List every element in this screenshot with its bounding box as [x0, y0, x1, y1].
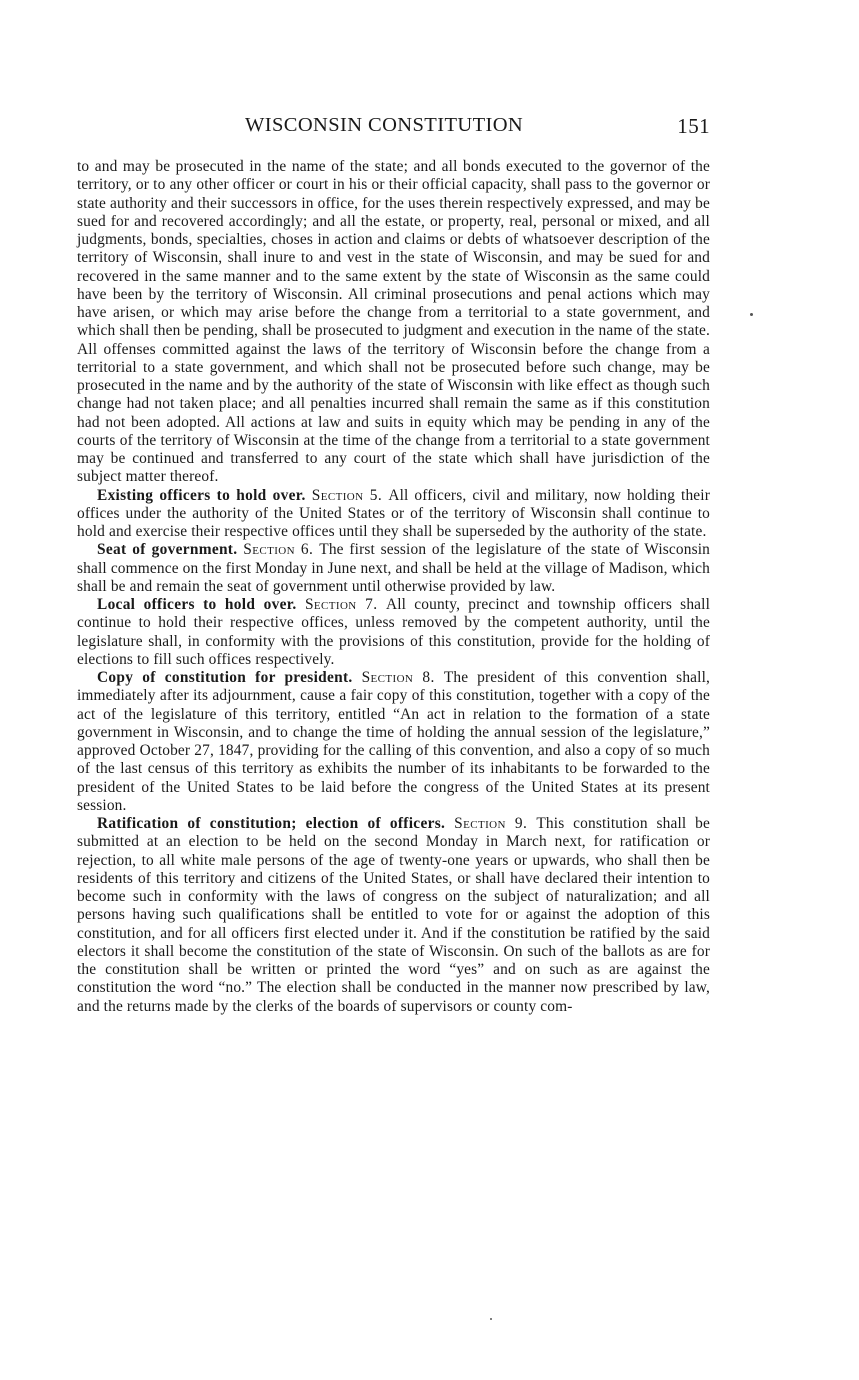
scan-speck	[750, 313, 753, 316]
paragraph-continuation	[77, 158, 710, 487]
paragraph-text: All officers, civil and military, now holding their offices under the authority of the United States or of the territory of Wisconsin shall continue to hold and exercise their respective offices until they shall be superseded by the authority of the state.	[77, 486, 710, 540]
section-8-paragraph	[77, 669, 710, 815]
section-number: Section 5.	[311, 486, 389, 504]
body-text	[77, 158, 710, 1016]
page-number: 151	[677, 114, 710, 138]
section-9-paragraph	[77, 815, 710, 1016]
section-number: Section 9.	[454, 815, 537, 832]
section-number: Section 6.	[243, 541, 320, 559]
section-heading: Local officers to hold over.	[97, 596, 305, 613]
paragraph-text: The president of this convention shall, immediately after its adjournment, cause a fair copy of this constitution, together with a copy of the act of the legislature of this territory, entitled “An act in relation to the formation of a state government in Wisconsin, and to change the time of holding the annual session of the legislature,” approved October 27, 1847, providing for the calling of this convention, and also a copy of so much of the last census of this territory as exhibits the number of its inhabitants to be forwarded to the president of the United States to be laid before the congress of the United States at its present session.	[77, 669, 710, 814]
section-7-paragraph	[77, 596, 710, 669]
running-head	[77, 110, 710, 144]
section-number: Section 7.	[304, 596, 386, 613]
section-number: Section 8.	[361, 669, 444, 686]
paragraph-text: This constitution shall be submitted at an election to be held on the second Monday in March next, for ratification or rejection, to all white male persons of the age of twenty-one years or upwards, who shall then be residents of this territory and citizens of the United States, or shall have declared their intention to become such in conformity with the laws of congress on the subject of naturalization; and all persons having such qualifications shall be entitled to vote for or against the adoption of this constitution, and for all officers first elected under it. And if the constitution be ratified by the said electors it shall become the constitution of the state of Wisconsin. On such of the ballots as are for the constitution shall be written or printed the word “yes” and on such as are against the constitution the word “no.” The election shall be conducted in the manner now prescribed by law, and the returns made by the clerks of the boards of supervisors or county com-	[77, 815, 710, 1015]
paragraph-text: The first session of the legislature of the state of Wisconsin shall commence on the first Monday in June next, and shall be held at the village of Madison, which shall be and remain the seat of government until otherwise provided by law.	[77, 541, 710, 595]
running-title: WISCONSIN CONSTITUTION	[245, 114, 524, 136]
section-6-paragraph	[77, 541, 710, 596]
scan-speck	[490, 1318, 492, 1320]
section-5-paragraph	[77, 487, 710, 542]
section-heading: Ratification of constitution; election of officers.	[97, 815, 455, 832]
paragraph-text: to and may be prosecuted in the name of the state; and all bonds executed to the governor of the territory, or to any other officer or court in his or their official capacity, shall pass to the governor or state authority and their successors in office, for the uses therein respectively expressed, and may be sued for and recovered accordingly; and all the estate, or property, real, personal or mixed, and all judgments, bonds, specialties, choses in action and claims or debts of whatsoever description of the territory of Wisconsin, shall inure to and vest in the state of Wisconsin, and may be sued for and recovered in the same manner and to the same extent by the state of Wisconsin as the same could have been by the territory of Wisconsin. All criminal prosecutions and penal actions which may have arisen, or which may arise before the change from a territorial to a state government, and which shall then be pending, shall be prosecuted to judgment and execution in the name of the state. All offenses committed against the laws of the territory of Wisconsin before the change from a territorial to a state government, and which shall not be prosecuted before such change, may be prosecuted in the name and by the authority of the state of Wisconsin with like effect as though such change had not taken place; and all penalties incurred shall remain the same as if this constitution had not been adopted. All actions at law and suits in equity which may be pending in any of the courts of the territory of Wisconsin at the time of the change from a territorial to a state government may be continued and transferred to any court of the state which shall have jurisdiction of the subject matter thereof.	[77, 158, 710, 486]
section-heading: Seat of government.	[97, 541, 244, 559]
section-heading: Copy of constitution for president.	[97, 669, 362, 686]
book-page	[77, 110, 710, 1016]
paragraph-text: All county, precinct and township officers shall continue to hold their respective offices, unless removed by the competent authority, until the legislature shall, in conformity with the provisions of this constitution, provide for the holding of elections to fill such offices respectively.	[77, 596, 710, 668]
section-heading: Existing officers to hold over.	[97, 486, 312, 504]
